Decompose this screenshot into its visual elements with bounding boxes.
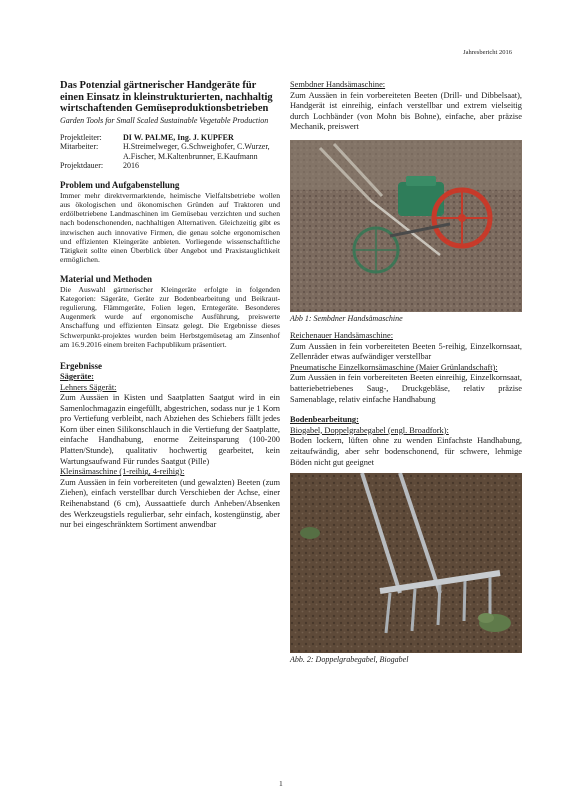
problem-text: Immer mehr direktvermarktende, heimische Vielfaltsbetriebe wollen aus ökologischen und ökonomischen Gründen auf Traktoren und erdölbetriebene Landmaschinen im Gemüsebau verzichten und suchen nach bodenschonenden, nachhaltigen Alternativen. Gleichzeitig gibt es inzwischen auch innovative Firmen, die genau solche ergonomischen und effizienten Kleingeräte anbieten. Vorliegende wissenschaftliche Tätigkeit sollte einen Überblick über Angebot und Praxistauglichkeit ermöglichen. <box>60 190 280 265</box>
meta-staff <box>60 142 280 161</box>
meta-duration-key: Projektdauer: <box>60 161 104 171</box>
meta-leader-key: Projektleiter: <box>60 132 102 142</box>
seeder-illustration <box>290 140 522 312</box>
meta-leader <box>60 133 280 143</box>
lehners-heading: Lehners Sägerät: <box>60 382 117 392</box>
meta-staff-key: Mitarbeiter: <box>60 142 99 152</box>
broadfork-illustration <box>290 473 522 653</box>
figure1-caption: Abb 1: Sembdner Handsämaschine <box>290 313 403 323</box>
meta-leader-val: DI W. PALME, Ing. J. KUPFER <box>123 132 234 142</box>
pneumatic-text: Zum Aussäen in fein vorbereiteten Beeten einreihig, Einzelkornsaat, batteriebetriebenes Saug-, Druckgebläse, relativ präzise Samenablage, relativ einfache Handhabung <box>290 373 522 404</box>
left-column <box>60 80 280 531</box>
meta-duration <box>60 161 280 171</box>
results-heading: Ergebnisse <box>60 360 103 371</box>
methods-text: Die Auswahl gärtnerischer Kleingeräte erfolgte in folgenden Kategorien: Sägeräte, Geräte zur Bodenbearbeitung und Beikraut-regulierung, Flämmgeräte, Folien legen, Erntegeräte. Besonderes Augenmerk wurde auf ergonomische Ausführung, preiswerte Anschaffung und effizienten Einsatz gelegt. Die Ergebnisse dieses Schwerpunkt-projektes wurden beim Herbstgemüsetag am Zinsenhof am 16.9.2016 einem breiten Fachpublikum präsentiert. <box>60 284 280 349</box>
klein-heading: Kleinsämaschine (1-reihig, 4-reihig): <box>60 467 185 477</box>
biogabel-heading: Biogabel, Doppelgrabegabel (engl. Broadfork): <box>290 425 449 435</box>
figure2-caption: Abb. 2: Doppelgrabegabel, Biogabel <box>290 655 409 665</box>
project-meta <box>60 133 280 171</box>
right-column <box>290 80 522 665</box>
lehners-text: Zum Aussäen in Kisten und Saatplatten Saatgut wird in ein Samenlochmagazin eingefüllt, abgestrichen, sodass nur je 1 Korn pro Vertiefung verbleibt, nach Abziehen des Schiebers fällt jedes Korn über einen Silikonschlauch in die Vertiefung der Saatplatte, einfache Handhabung, enorme Zeiteinsparung (100-200 Platten/Stunde), qualitativ hochwertig gearbeitet, kein Wartungsaufwand Für rundes Saatgut (Pille) <box>60 393 280 466</box>
sembdner-heading: Sembdner Handsämaschine: <box>290 80 386 89</box>
report-header: Jahresbericht 2016 <box>463 49 512 56</box>
meta-duration-val: 2016 <box>123 161 139 171</box>
meta-staff-val: H.Streimelweger, G.Schweighofer, C.Wurzer, A.Fischer, M.Kaltenbrunner, E.Kaufmann <box>123 142 270 161</box>
sembdner-text: Zum Aussäen in fein vorbereiteten Beeten (Drill- und Dibbelsaat), Handgerät ist einreihig, einfach verstellbar und extrem vielseitig durch Lochbänder (von Mohn bis Bohne), einfache, aber präzise Mechanik, preiswert <box>290 90 522 132</box>
klein-text: Zum Aussäen in fein vorbereiteten (und gewalzten) Beeten (zum Ziehen), einfach verstellbar durch Verschieben der Achse, einer Reihenabstand (6 cm), Aussaattiefe durch Anheben/Absenken des Werkzeugstiels regulierbar, sehr einfach, kostengünstig, aber nur bei eingeschränktem Sortiment anwendbar <box>60 477 280 530</box>
page-number: 1 <box>279 779 283 788</box>
saegeraete-heading: Sägeräte: <box>60 371 94 381</box>
boden-heading: Bodenbearbeitung: <box>290 415 359 425</box>
methods-heading: Material und Methoden <box>60 273 152 284</box>
seeder-photo <box>290 140 522 312</box>
reichenauer-text: Zum Aussäen in fein vorbereiteten Beeten 5-reihig, Einzelkornsaat, Zellenräder etwas aufwändiger verstellbar <box>290 341 522 362</box>
article-subtitle: Garden Tools for Small Scaled Sustainable Vegetable Production <box>60 115 269 125</box>
reichenauer-heading: Reichenauer Handsämaschine: <box>290 330 394 340</box>
problem-heading: Problem und Aufgabenstellung <box>60 179 180 190</box>
biogabel-text: Boden lockern, lüften ohne zu wenden Einfachste Handhabung, zeitaufwändig, aber sehr bodenschonend, für schwere, lehmige Böden nicht gut geeignet <box>290 436 522 467</box>
pneumatic-heading: Pneumatische Einzelkornsämaschine (Maier Grünlandschaft): <box>290 362 498 372</box>
broadfork-photo <box>290 473 522 653</box>
article-title: Das Potenzial gärtnerischer Handgeräte für einen Einsatz in kleinstrukturierten, nachhaltig wirtschaftenden Gemüseproduktionsbetrieben <box>60 80 273 114</box>
